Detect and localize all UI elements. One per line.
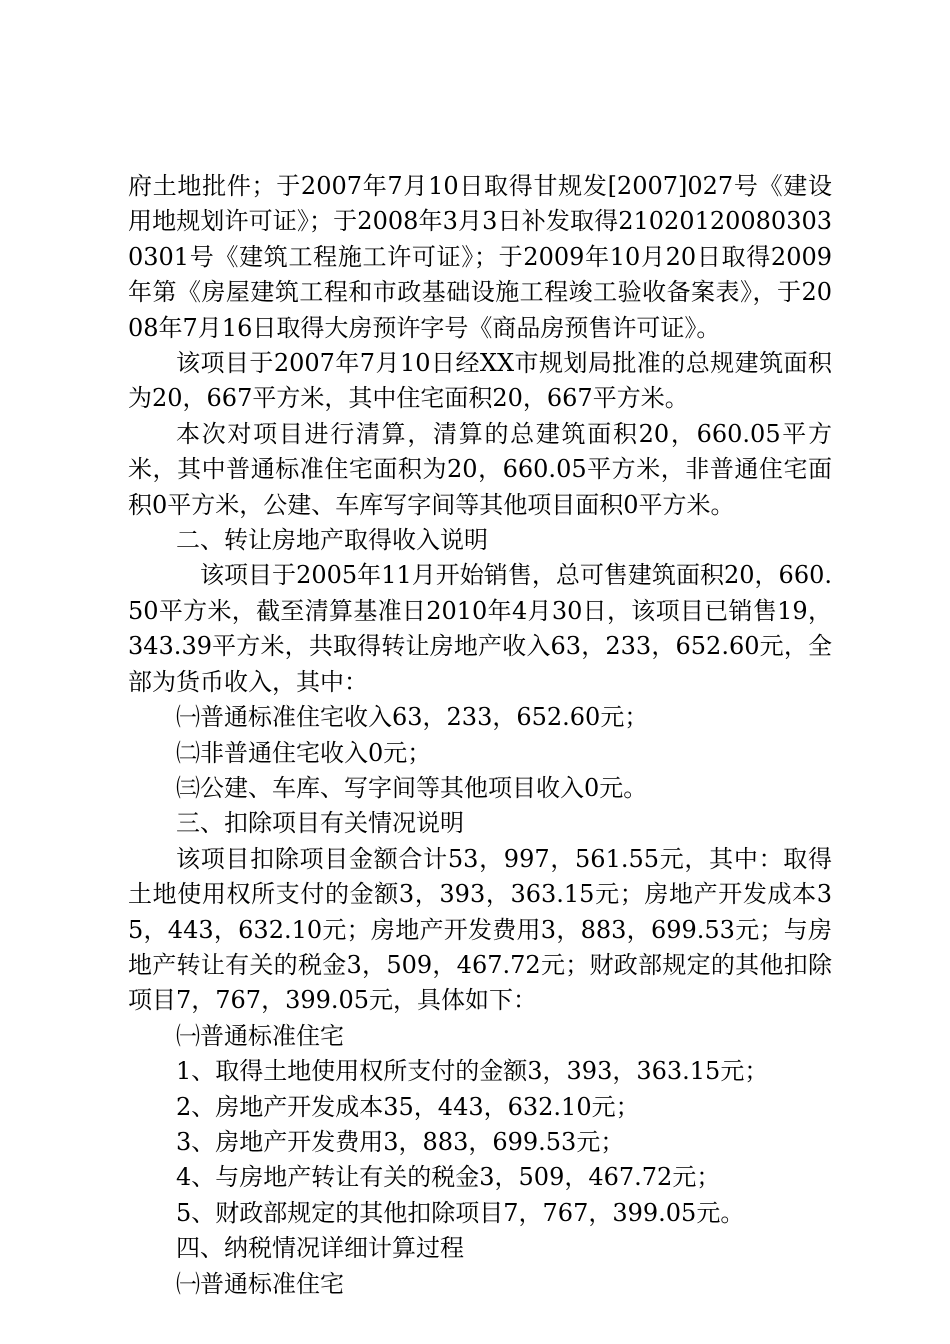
paragraph-sales-income: 该项目于2005年11月开始销售，总可售建筑面积20，660.50平方米，截至清算基准日2010年4月30日，该项目已销售19，343.39平方米，共取得转让房地产收入63，233，652.60元，全部为货币收入，其中：	[128, 561, 832, 696]
list-item-other-deduction: 5、财政部规定的其他扣除项目7，767，399.05元。	[176, 1198, 745, 1227]
list-item-income-nonstandard: ㈡非普通住宅收入0元；	[176, 738, 432, 767]
paragraph-permits: 府土地批件；于2007年7月10日取得甘规发[2007]027号《建设用地规划许可证》；于2008年3月3日补发取得210201200803030301号《建筑工程施工许可证》；于2009年10月20日取得2009年第《房屋建筑工程和市政基础设施工程竣工验收备案表》，于2008年7月16日取得大房预许字号《商品房预售许可证》。	[128, 172, 832, 342]
heading-tax-calculation-section: 四、纳税情况详细计算过程	[176, 1234, 464, 1263]
list-item-transfer-tax: 4、与房地产转让有关的税金3，509，467.72元；	[176, 1163, 721, 1192]
subheading-standard-housing-tax: ㈠普通标准住宅	[176, 1269, 344, 1298]
list-item-income-standard: ㈠普通标准住宅收入63，233，652.60元；	[176, 703, 649, 732]
paragraph-deduction-total: 该项目扣除项目金额合计53，997，561.55元，其中：取得土地使用权所支付的金额3，393，363.15元；房地产开发成本35，443，632.10元；房地产开发费用3，883，699.53元；与房地产转让有关的税金3，509，467.72元；财政部规定的其他扣除项目7，767，399.05元，具体如下：	[128, 844, 832, 1015]
list-item-development-cost: 2、房地产开发成本35，443，632.10元；	[176, 1092, 640, 1121]
list-item-development-expense: 3、房地产开发费用3，883，699.53元；	[176, 1127, 625, 1156]
document-page	[128, 169, 832, 1302]
paragraph-planned-area: 该项目于2007年7月10日经XX市规划局批准的总规建筑面积为20，667平方米，其中住宅面积20，667平方米。	[128, 349, 832, 413]
paragraph-settlement-area: 本次对项目进行清算，清算的总建筑面积20，660.05平方米，其中普通标准住宅面积为20，660.05平方米，非普通住宅面积0平方米，公建、车库写字间等其他项目面积0平方米。	[128, 419, 832, 519]
list-item-land-cost: 1、取得土地使用权所支付的金额3，393，363.15元；	[176, 1057, 769, 1086]
list-item-income-other: ㈢公建、车库、写字间等其他项目收入0元。	[176, 773, 648, 802]
heading-income-section: 二、转让房地产取得收入说明	[176, 526, 488, 555]
subheading-standard-housing: ㈠普通标准住宅	[176, 1021, 344, 1050]
heading-deduction-section: 三、扣除项目有关情况说明	[176, 809, 464, 838]
